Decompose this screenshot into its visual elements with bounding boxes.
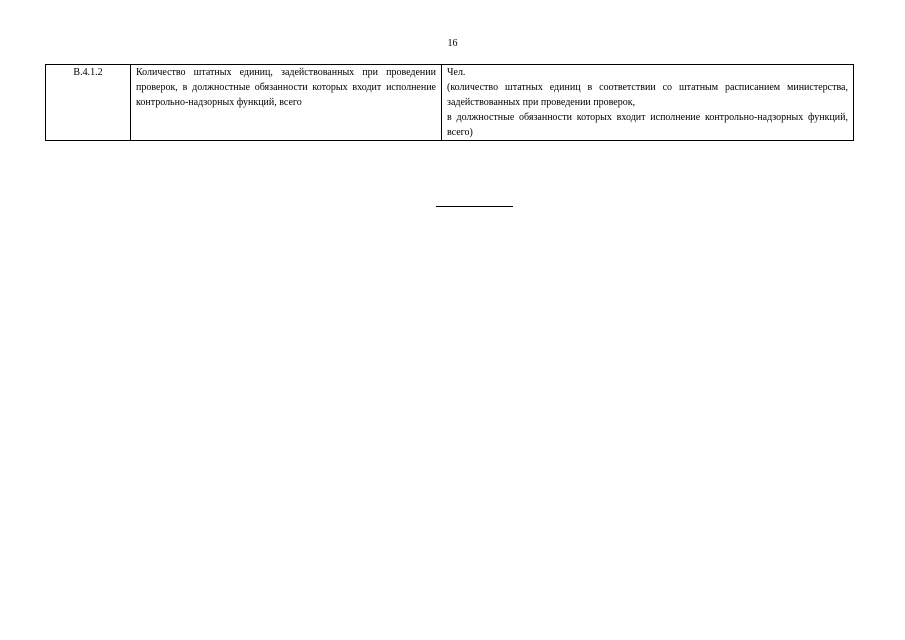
table-row: [46, 65, 854, 141]
indicator-unit-cell: [442, 65, 854, 141]
indicator-code: В.4.1.2: [73, 67, 103, 78]
indicator-name: Количество штатных единиц, задействованных при проведении проверок, в должностные обязанности которых входит исполнение контрольно-надзорных функций, всего: [136, 67, 436, 108]
end-of-document-rule: [436, 206, 513, 207]
page-number: 16: [447, 38, 458, 49]
indicator-description-line-2: в должностные обязанности которых входит исполнение контрольно-надзорных функций, всего): [447, 112, 848, 138]
indicator-name-cell: [131, 65, 442, 141]
indicator-description-line-1: (количество штатных единиц в соответствии со штатным расписанием министерства, задействованных при проведении проверок,: [447, 82, 848, 108]
indicator-table: [45, 64, 854, 141]
indicator-code-cell: [46, 65, 131, 141]
indicator-unit: Чел.: [447, 67, 466, 78]
